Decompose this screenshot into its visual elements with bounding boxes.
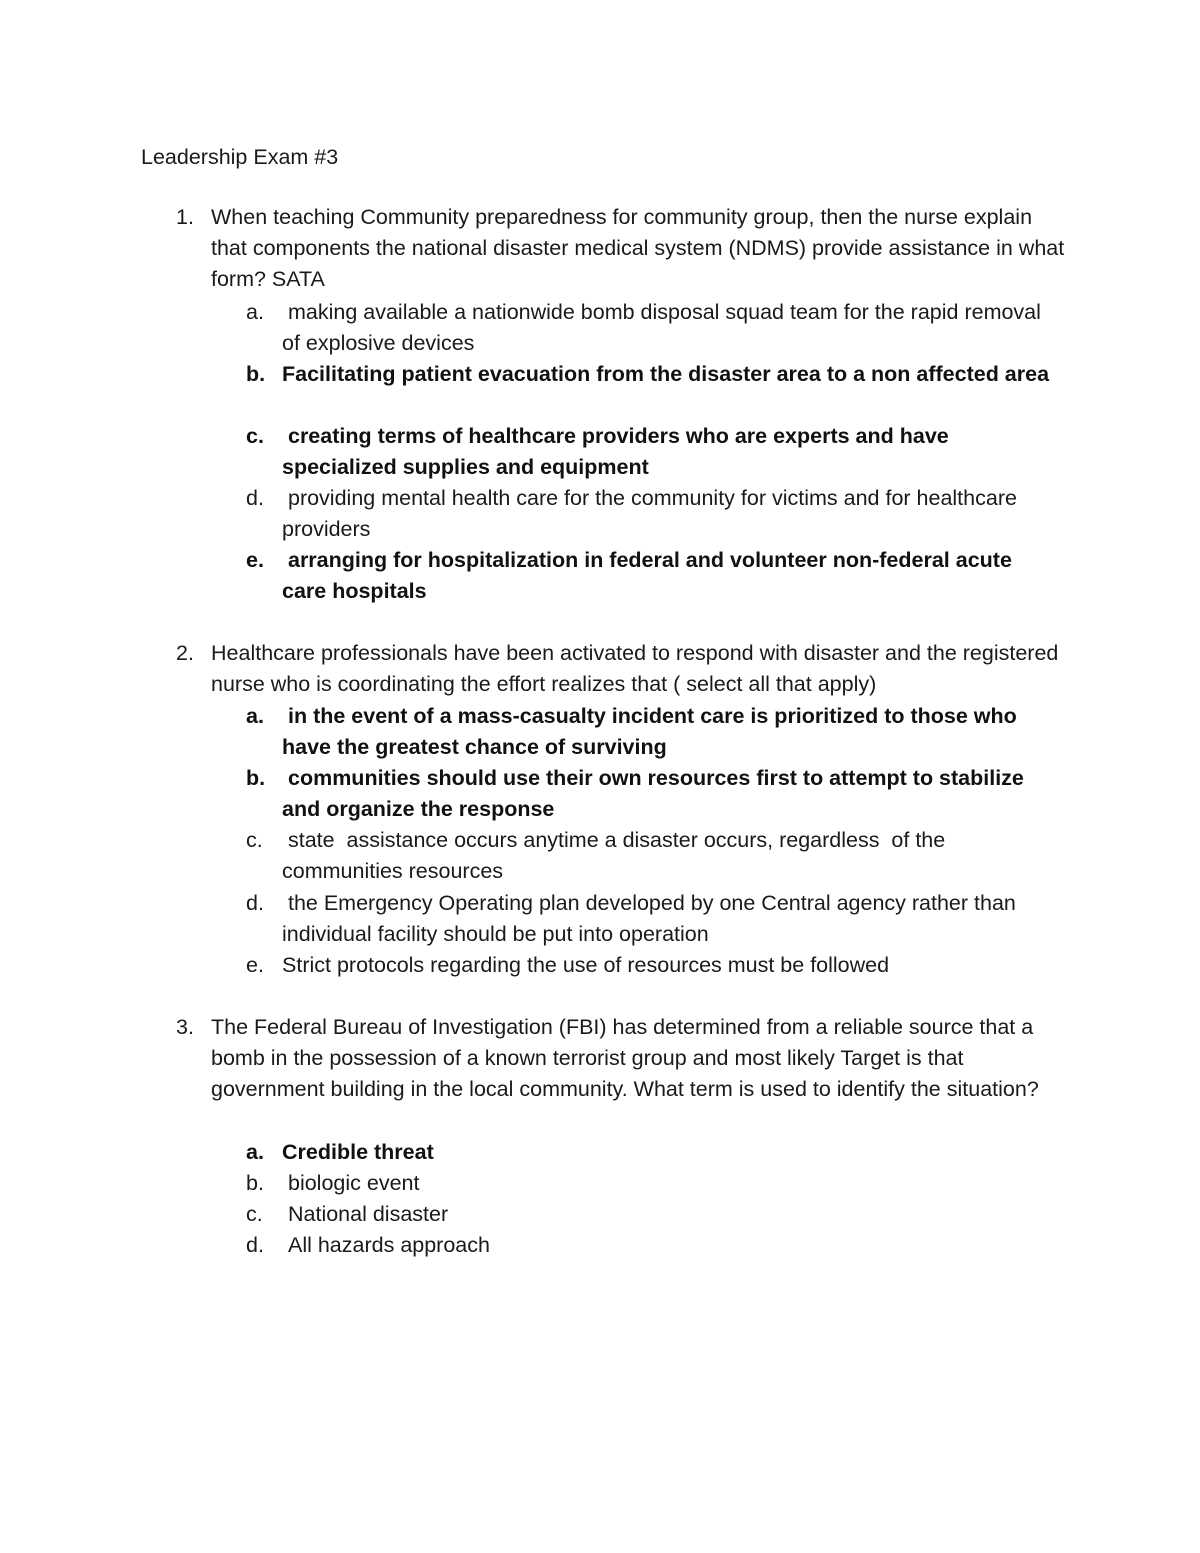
- option-text: arranging for hospitalization in federal and volunteer non-federal acute care hospitals: [282, 548, 1018, 604]
- option-text: All hazards approach: [282, 1233, 490, 1257]
- option-letter: d.: [246, 891, 264, 915]
- question-number: 3.: [176, 1015, 194, 1039]
- option-letter: b.: [246, 362, 266, 386]
- option-letter: c.: [246, 1202, 263, 1226]
- option-letter: c.: [246, 828, 263, 852]
- question-number: 2.: [176, 641, 194, 665]
- question-text: When teaching Community preparedness for community group, then the nurse explain that components the national disaster medical system (NDMS) provide assistance in what form? SATA: [211, 205, 1065, 292]
- option-letter: a.: [246, 704, 264, 728]
- document-title: Leadership Exam #3: [141, 145, 339, 169]
- option-letter: e.: [246, 953, 264, 977]
- option-text: making available a nationwide bomb disposal squad team for the rapid removal of explosive devices: [282, 300, 1047, 356]
- option-letter: c.: [246, 424, 264, 448]
- option-letter: d.: [246, 1233, 264, 1257]
- option-text: state assistance occurs anytime a disaster occurs, regardless of the communities resources: [282, 828, 952, 884]
- option-letter: a.: [246, 300, 264, 324]
- question-text: Healthcare professionals have been activated to respond with disaster and the registered nurse who is coordinating the effort realizes that ( select all that apply): [211, 641, 1059, 697]
- option-letter: b.: [246, 1171, 264, 1195]
- option-text: the Emergency Operating plan developed by one Central agency rather than individual facility should be put into operation: [282, 891, 1022, 947]
- option-text: Credible threat: [282, 1140, 434, 1164]
- option-letter: a.: [246, 1140, 264, 1164]
- option-letter: b.: [246, 766, 266, 790]
- option-text: in the event of a mass-casualty incident care is prioritized to those who have the greatest chance of surviving: [282, 704, 1023, 760]
- option-text: biologic event: [282, 1171, 420, 1195]
- option-text: providing mental health care for the community for victims and for healthcare providers: [282, 486, 1023, 542]
- option-letter: e.: [246, 548, 264, 572]
- option-letter: d.: [246, 486, 264, 510]
- question-number: 1.: [176, 205, 194, 229]
- option-text: communities should use their own resources first to attempt to stabilize and organize the response: [282, 766, 1030, 822]
- question-text: The Federal Bureau of Investigation (FBI) has determined from a reliable source that a bomb in the possession of a known terrorist group and most likely Target is that government building in the local community. What term is used to identify the situation?: [211, 1015, 1039, 1102]
- option-text: Facilitating patient evacuation from the disaster area to a non affected area: [282, 362, 1050, 386]
- option-text: creating terms of healthcare providers who are experts and have specialized supplies and equipment: [282, 424, 955, 480]
- option-text: National disaster: [282, 1202, 449, 1226]
- option-text: Strict protocols regarding the use of resources must be followed: [282, 953, 890, 977]
